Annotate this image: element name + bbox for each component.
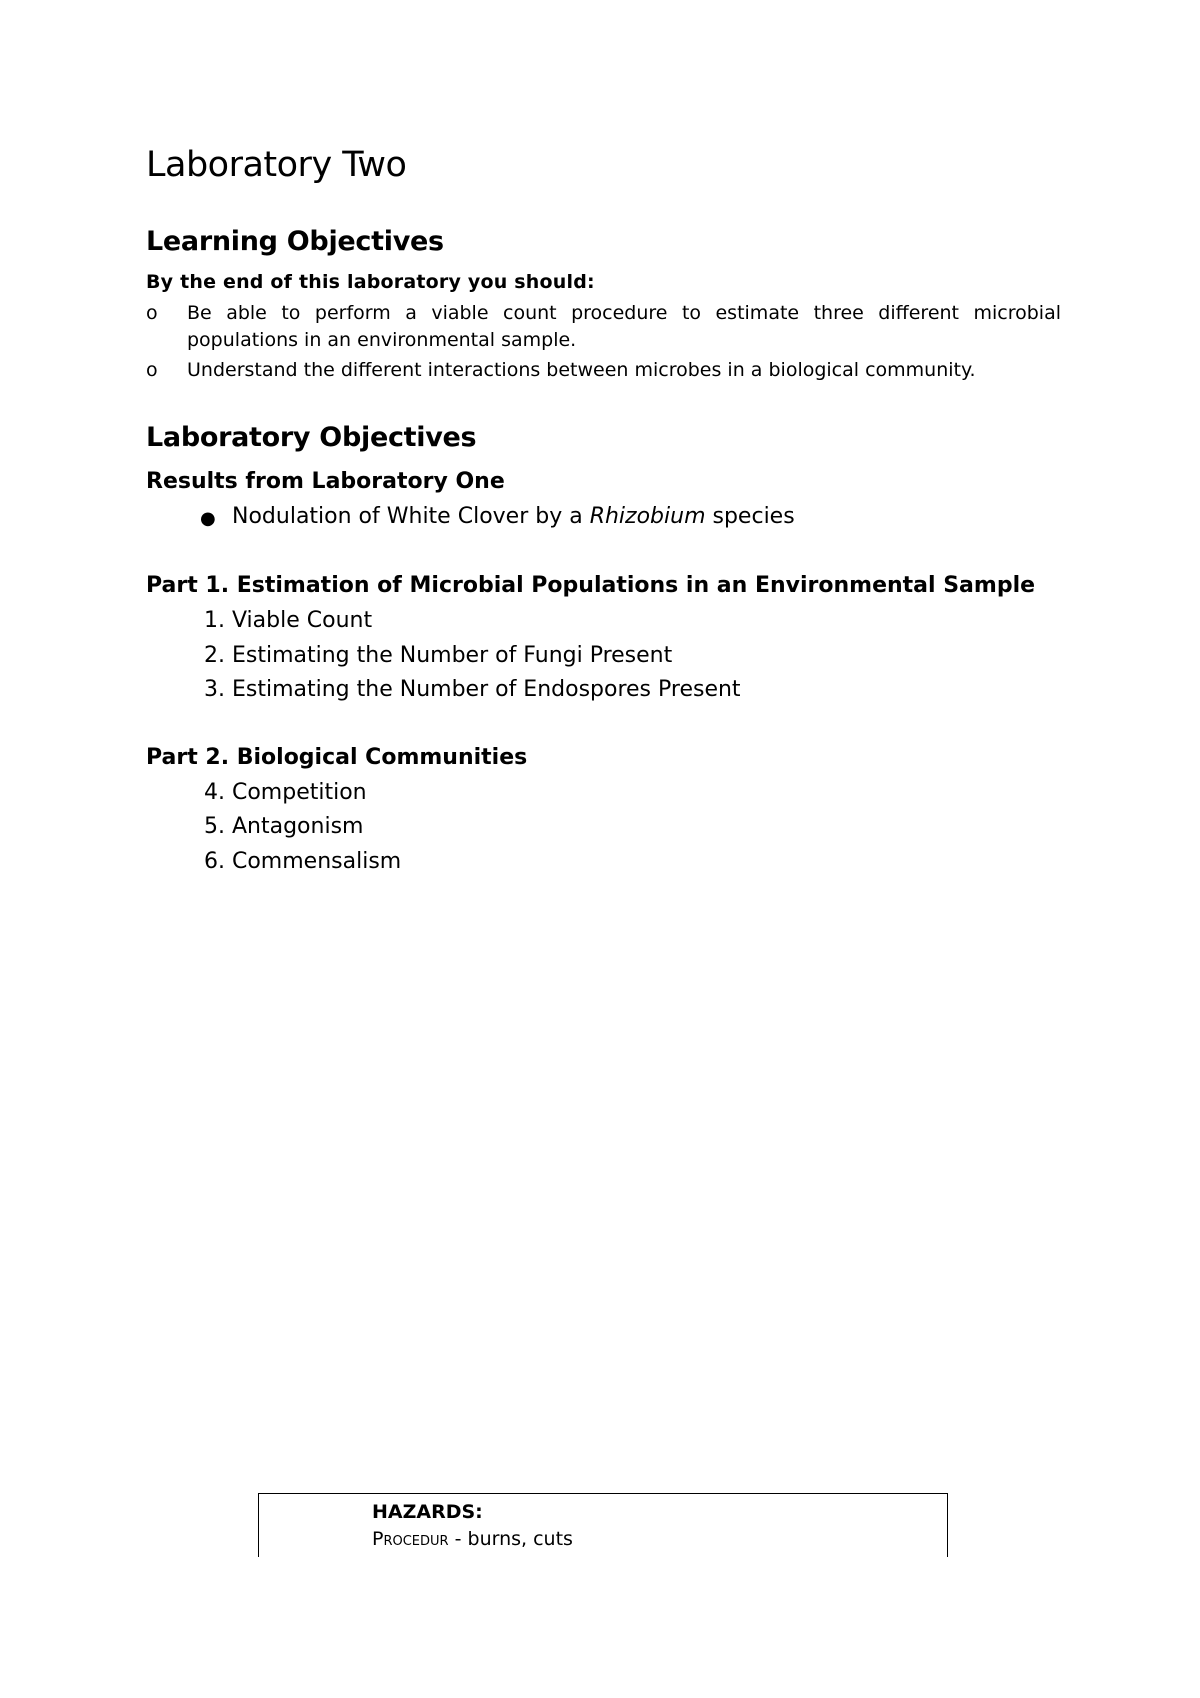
results-item-species: Rhizobium [589, 504, 706, 529]
results-heading: Results from Laboratory One [146, 469, 505, 494]
list-item-text: Be able to perform a viable count procedure to estimate three different microbial populations in an environmental sample. [187, 302, 1061, 351]
list-item [146, 300, 1061, 354]
laboratory-objectives-heading: Laboratory Objectives [146, 422, 477, 453]
hazards-text: - burns, cuts [448, 1528, 573, 1550]
hazards-line [372, 1528, 573, 1550]
list-marker: o [146, 359, 158, 381]
learning-objectives-heading: Learning Objectives [146, 226, 444, 257]
page-title: Laboratory Two [146, 145, 407, 185]
list-item-text: Understand the different interactions between microbes in a biological community. [187, 359, 976, 381]
part1-item: 2. Estimating the Number of Fungi Present [204, 643, 673, 668]
results-item-post: species [705, 504, 795, 529]
part2-item: 4. Competition [204, 780, 367, 805]
list-marker: o [146, 302, 158, 324]
learning-objectives-intro: By the end of this laboratory you should: [146, 271, 595, 293]
results-item-pre: Nodulation of White Clover by a [232, 504, 590, 529]
part1-item: 1. Viable Count [204, 608, 373, 633]
results-item-text [232, 504, 795, 529]
part2-item: 6. Commensalism [204, 849, 402, 874]
part2-heading: Part 2. Biological Communities [146, 745, 528, 770]
hazards-label: Procedur [372, 1528, 449, 1550]
hazards-box [258, 1493, 948, 1557]
list-item [146, 357, 1061, 384]
bullet-icon: ● [200, 508, 216, 529]
learning-objectives-list [146, 300, 1061, 387]
results-list-item [200, 504, 795, 529]
part2-item: 5. Antagonism [204, 814, 364, 839]
part1-heading: Part 1. Estimation of Microbial Populations in an Environmental Sample [146, 573, 1036, 598]
part1-item: 3. Estimating the Number of Endospores Present [204, 677, 741, 702]
hazards-title: HAZARDS: [372, 1501, 483, 1523]
